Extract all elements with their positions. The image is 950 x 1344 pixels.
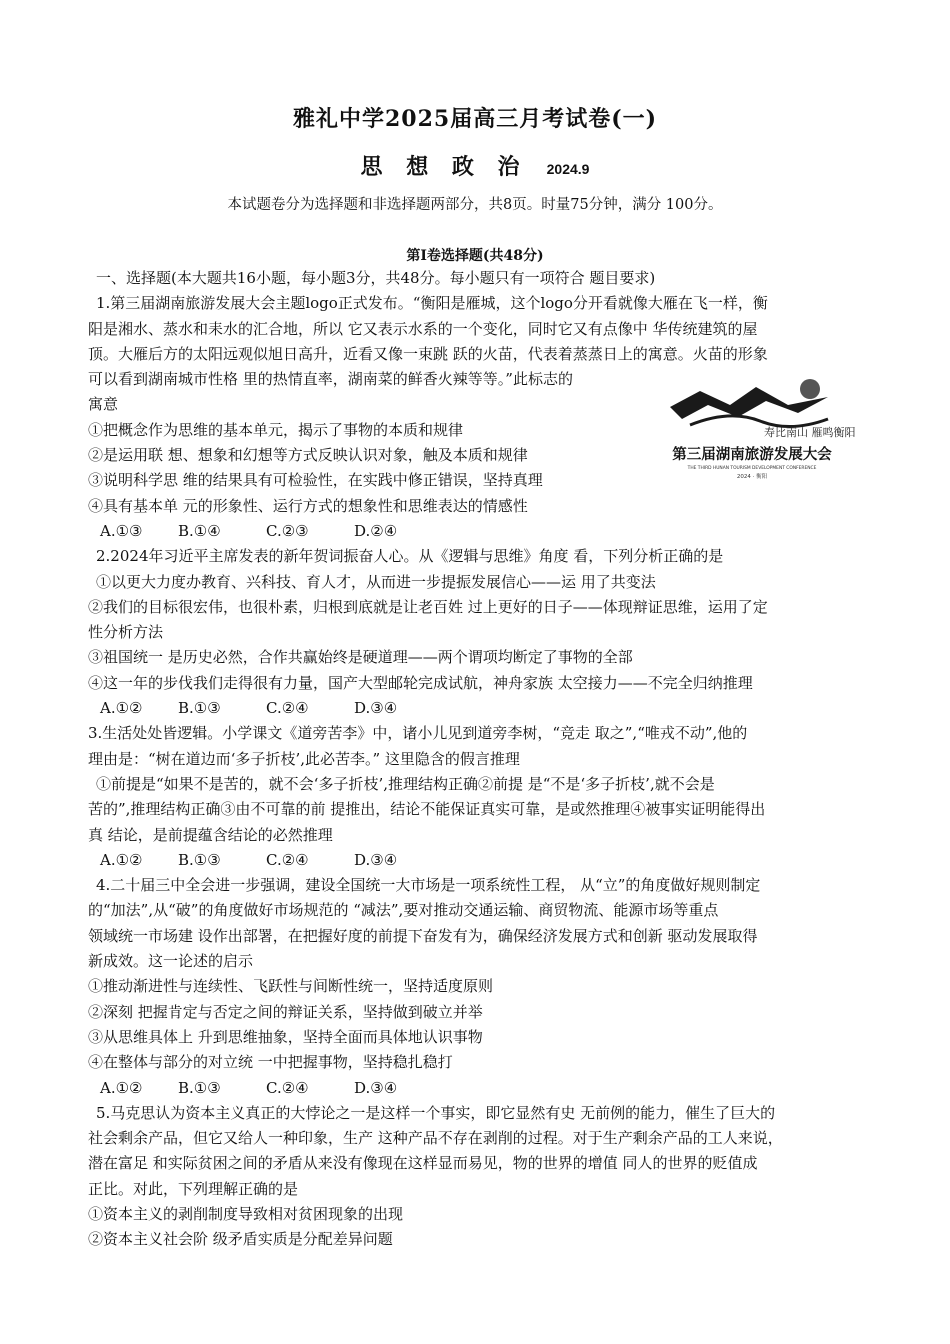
option-a: A.①③ (100, 521, 143, 540)
sun-icon (800, 379, 820, 399)
statement: ③说明科学思 维的结果具有可检验性，在实践中修正错误，坚持真理 (88, 471, 543, 490)
question-text: 社会剩余产品，但它又给人一种印象，生产 这种产品不存在剥削的过程。对于生产剩余产品的工人来说， (88, 1129, 783, 1148)
option-d: D.③④ (354, 1078, 398, 1097)
answer-options (88, 1076, 868, 1101)
statement: ②是运用联 想、想象和幻想等方式反映认识对象，触及本质和规律 (88, 446, 528, 465)
statement: 苦的”,推理结构正确③由不可靠的前 提推出，结论不能保证真实可靠，是或然推理④被事实证明能得出 (88, 800, 766, 819)
question-text: 顶。大雁后方的太阳远观似旭日高升，近看又像一束跳 跃的火苗，代表着蒸蒸日上的寓意。火苗的形象 (88, 344, 768, 363)
question-text: 寓意 (88, 395, 119, 414)
option-b: B.①④ (178, 521, 221, 540)
question-4 (88, 873, 868, 1101)
answer-options (88, 696, 868, 721)
statement: ②我们的目标很宏伟，也很朴素，归根到底就是让老百姓 过上更好的日子——体现辩证思维，运用了定 (88, 597, 768, 616)
statement: ①把概念作为思维的基本单元，揭示了事物的本质和规律 (88, 420, 464, 439)
option-d: D.③④ (354, 699, 398, 718)
question-text: 的“加法”,从“破”的角度做好市场规范的 “减法”,要对推动交通运输、商贸物流、能源市场等重点 (88, 901, 719, 920)
exam-intro: 本试题卷分为选择题和非选择题两部分，共8页。时量75分钟，满分 100分。 (227, 197, 723, 213)
question-text: 5.马克思认为资本主义真正的大悖论之一是这样一个事实，即它显然有史 无前例的能力，催生了巨大的 (96, 1103, 776, 1122)
question-text: 正比。对此，下列理解正确的是 (88, 1179, 299, 1198)
question-text: 可以看到湖南城市性格 里的热情直率，湖南菜的鲜香火辣等等。”此标志的 (88, 370, 573, 389)
question-text: 4.二十届三中全会进一步强调，建设全国统一大市场是一项系统性工程， 从“立”的角度做好规则制定 (96, 876, 761, 895)
logo-slogan: 寿比南山 雁鸣衡阳 (764, 426, 856, 439)
logo-english: THE THIRD HUNAN TOURISM DEVELOPMENT CONFERENCE (687, 466, 817, 471)
option-d: D.②④ (354, 521, 398, 540)
question-text: 3.生活处处皆逻辑。小学课文《道旁苦李》中，诸小儿见到道旁李树，“竞走 取之”,“唯戎不动”,他的 (88, 724, 748, 743)
question-text: 领域统一市场建 设作出部署，在把握好度的前提下奋发有为，确保经济发展方式和创新 驱动发展取得 (88, 926, 758, 945)
question-text: 阳是湘水、蒸水和耒水的汇合地，所以 它又表示水系的一个变化，同时它又有点像中 华传统建筑的屋 (88, 319, 758, 338)
question-2 (88, 544, 868, 721)
answer-options (88, 848, 868, 873)
section-instruction: 一、选择题(本大题共16小题，每小题3分，共48分。每小题只有一项符合 题目要求) (96, 269, 656, 287)
statement: ②资本主义社会阶 级矛盾实质是分配差异问题 (88, 1230, 393, 1249)
statement: ①资本主义的剥削制度导致相对贫困现象的出现 (88, 1204, 404, 1223)
option-a: A.①② (100, 699, 143, 718)
subject-row (0, 150, 950, 181)
statement: ③从思维具体上 升到思维抽象，坚持全面而具体地认识事物 (88, 1027, 483, 1046)
tourism-conference-logo (660, 375, 856, 485)
option-c: C.②③ (266, 521, 309, 540)
option-d: D.③④ (354, 850, 398, 869)
option-b: B.①③ (178, 850, 221, 869)
river-icon (690, 416, 828, 427)
question-text: 2.2024年习近平主席发表的新年贺词振奋人心。从《逻辑与思维》角度 看，下列分析正确的是 (96, 547, 724, 566)
option-a: A.①② (100, 850, 143, 869)
statement: ①推动渐进性与连续性、飞跃性与间断性统一，坚持适度原则 (88, 977, 494, 996)
answer-options (88, 519, 868, 544)
question-text: 1.第三届湖南旅游发展大会主题logo正式发布。“衡阳是雁城，这个logo分开看就像大雁在飞一样，衡 (96, 294, 768, 313)
option-c: C.②④ (266, 850, 309, 869)
question-5 (88, 1101, 868, 1253)
statement: ④具有基本单 元的形象性、运行方式的想象性和思维表达的情感性 (88, 496, 528, 515)
section-title: 第Ⅰ卷选择题(共48分) (406, 248, 544, 264)
question-text: 新成效。这一论述的启示 (88, 952, 254, 971)
statement: ②深刻 把握肯定与否定之间的辩证关系，坚持做到破立并举 (88, 1002, 483, 1021)
option-c: C.②④ (266, 1078, 309, 1097)
statement: ③祖国统一 是历史必然，合作共赢始终是硬道理——两个谓项均断定了事物的全部 (88, 648, 633, 667)
statement: 性分析方法 (88, 623, 164, 642)
statement: ④这一年的步伐我们走得很有力量，国产大型邮轮完成试航，神舟家族 太空接力——不完全归纳推理 (88, 673, 753, 692)
statement: 真 结论，是前提蕴含结论的必然推理 (88, 825, 333, 844)
question-3 (88, 721, 868, 873)
exam-title: 雅礼中学2025届高三月考试卷(一) (292, 106, 658, 132)
option-c: C.②④ (266, 699, 309, 718)
option-a: A.①② (100, 1078, 143, 1097)
statement: ①前提是“如果不是苦的，就不会‘多子折枝’,推理结构正确②前提 是“不是‘多子折枝’,就不会是 (96, 774, 715, 793)
question-text: 潜在富足 和实际贫困之间的矛盾从来没有像现在这样显而易见，物的世界的增值 同人的世界的贬值成 (88, 1154, 758, 1173)
statement: ④在整体与部分的对立统 一中把握事物，坚持稳扎稳打 (88, 1053, 453, 1072)
logo-place: 2024 · 衡阳 (736, 474, 768, 480)
exam-date: 2024.9 (546, 161, 590, 177)
logo-name: 第三届湖南旅游发展大会 (672, 447, 832, 463)
subject-name: 思 想 政 治 (360, 154, 528, 180)
statement: ①以更大力度办教育、兴科技、育人才，从而进一步提振发展信心——运 用了共变法 (96, 572, 656, 591)
question-text: 理由是：“树在道边而‘多子折枝’,此必苦李。” 这里隐含的假言推理 (88, 749, 520, 768)
option-b: B.①③ (178, 1078, 221, 1097)
option-b: B.①③ (178, 699, 221, 718)
